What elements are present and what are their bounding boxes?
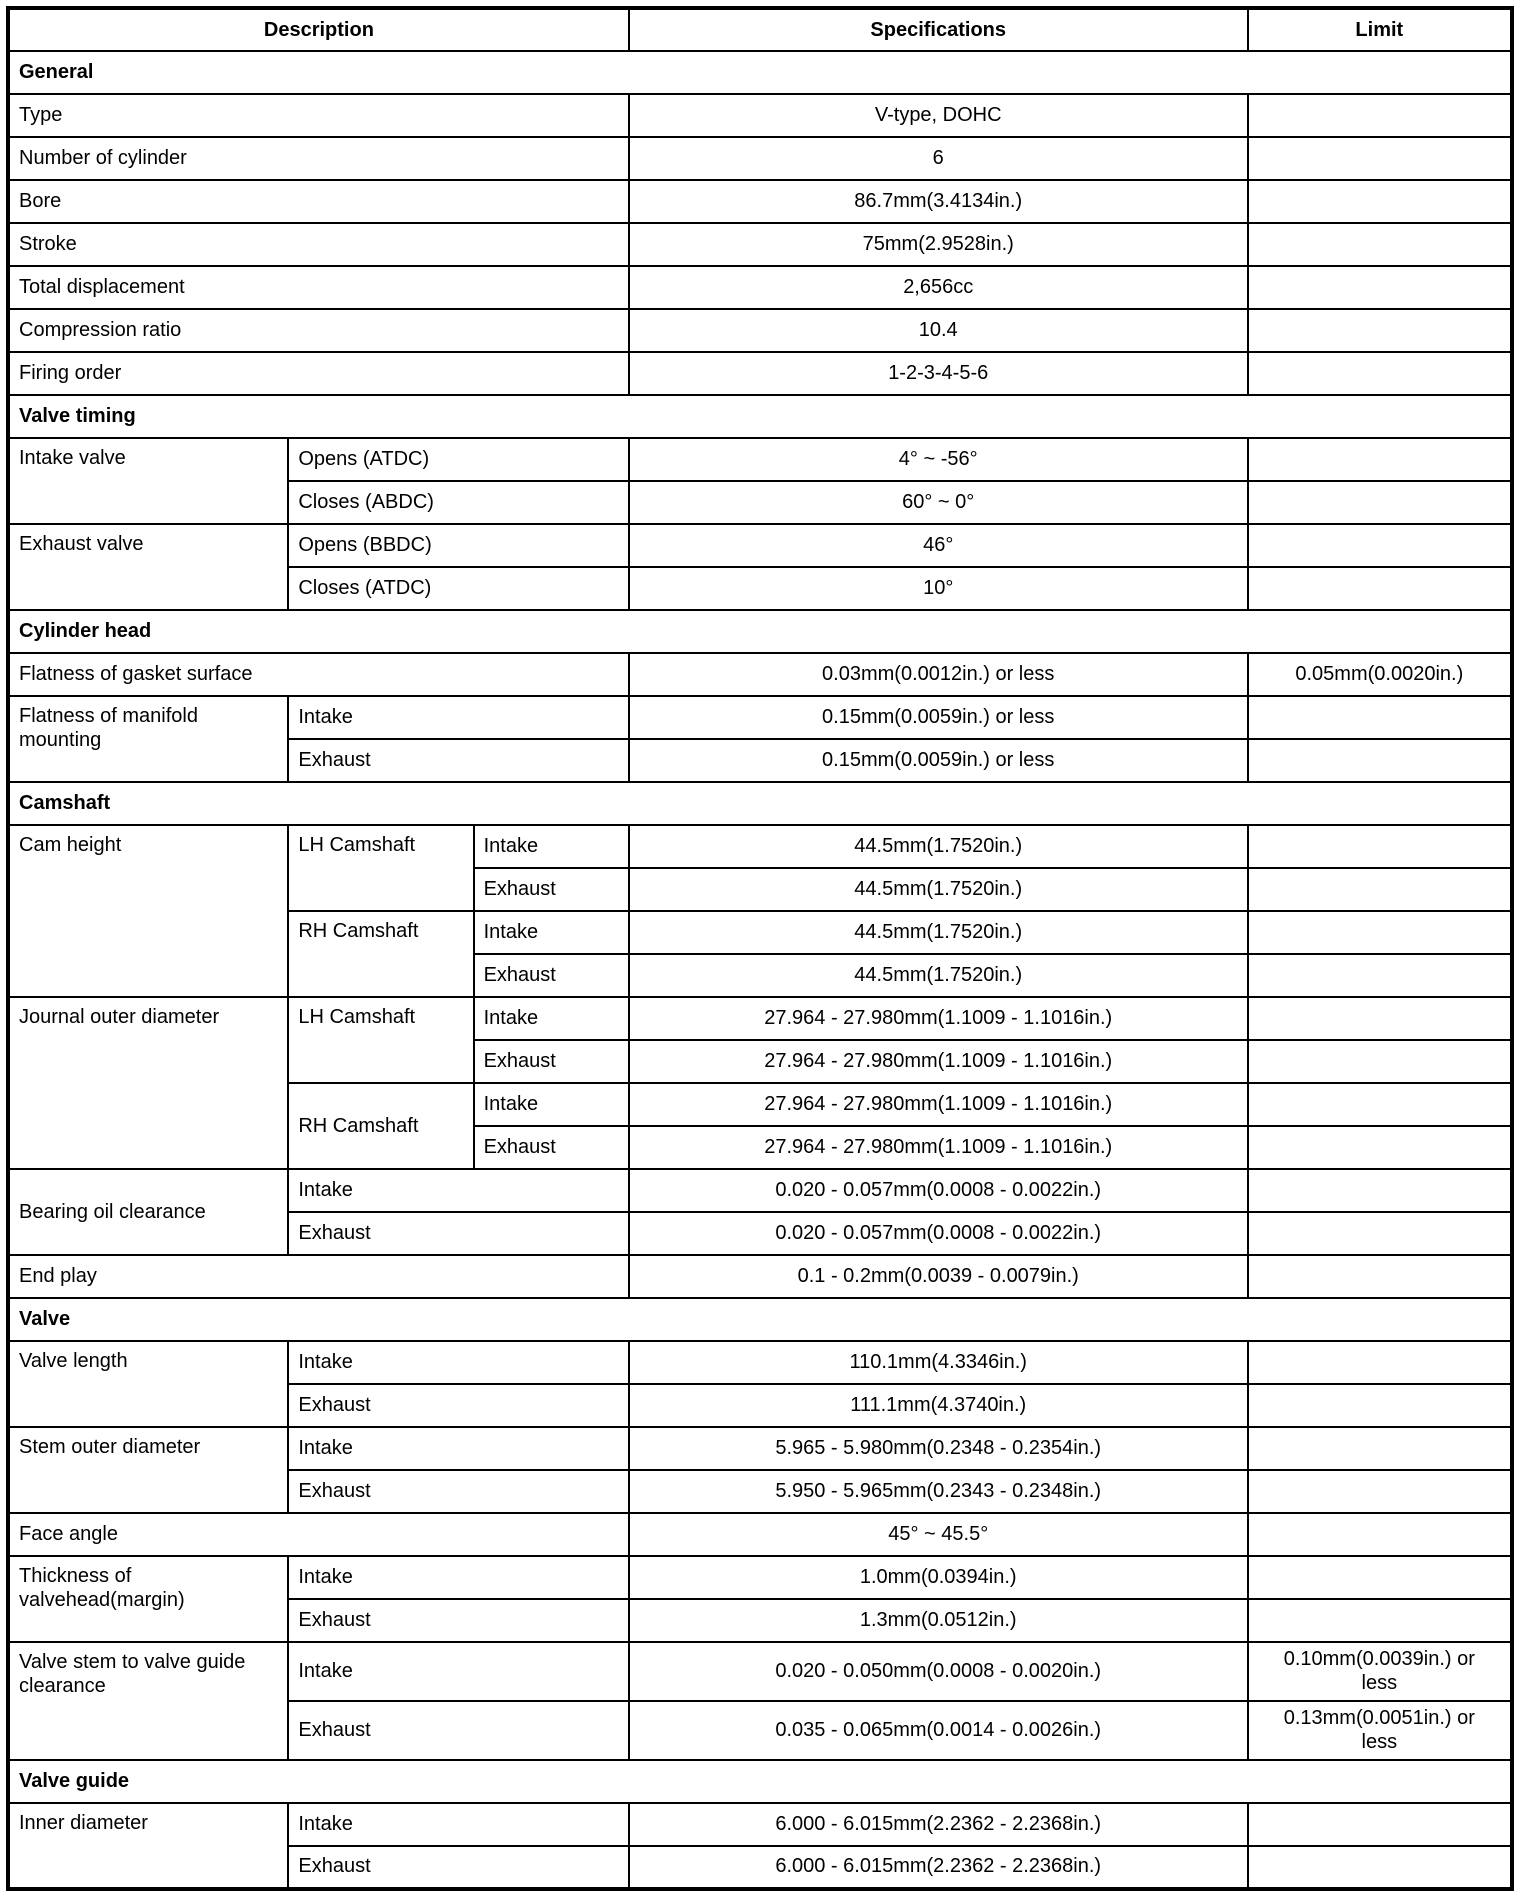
- limit-cell: [1248, 1642, 1512, 1701]
- desc-sub-cell: Intake: [288, 1556, 628, 1599]
- spec-cell: 1.0mm(0.0394in.): [629, 1556, 1248, 1599]
- limit-cell: [1248, 352, 1512, 395]
- spec-cell: 86.7mm(3.4134in.): [629, 180, 1248, 223]
- section-title: Camshaft: [8, 782, 1512, 825]
- limit-cell: 0.05mm(0.0020in.): [1248, 653, 1512, 696]
- section-title-row: [8, 1760, 1512, 1803]
- desc-cell: Stem outer diameter: [8, 1427, 288, 1513]
- limit-cell: [1248, 481, 1512, 524]
- limit-cell: [1248, 1169, 1512, 1212]
- desc-cell: Compression ratio: [8, 309, 629, 352]
- desc-sub-cell: Exhaust: [288, 1599, 628, 1642]
- spec-cell: 0.15mm(0.0059in.) or less: [629, 739, 1248, 782]
- section-title-row: [8, 51, 1512, 94]
- limit-cell: [1248, 1255, 1512, 1298]
- table-row: [8, 137, 1512, 180]
- spec-cell: 44.5mm(1.7520in.): [629, 954, 1248, 997]
- section-title: Valve timing: [8, 395, 1512, 438]
- spec-cell: 110.1mm(4.3346in.): [629, 1341, 1248, 1384]
- desc-sub-cell: Opens (ATDC): [288, 438, 628, 481]
- table-row: [8, 1169, 1512, 1212]
- limit-cell: [1248, 1212, 1512, 1255]
- section-camshaft: [8, 782, 1512, 1298]
- col-header-specifications: Specifications: [629, 8, 1248, 51]
- desc-sub-cell: Exhaust: [288, 1846, 628, 1889]
- spec-cell: 75mm(2.9528in.): [629, 223, 1248, 266]
- table-row: [8, 1803, 1512, 1846]
- spec-cell: 2,656cc: [629, 266, 1248, 309]
- engine-specifications-table: [6, 6, 1514, 1891]
- limit-cell: [1248, 739, 1512, 782]
- desc-sub-cell: Exhaust: [288, 739, 628, 782]
- desc-cell: Firing order: [8, 352, 629, 395]
- limit-cell: [1248, 1384, 1512, 1427]
- section-title: General: [8, 51, 1512, 94]
- section-title-row: [8, 782, 1512, 825]
- table-row: [8, 1513, 1512, 1556]
- table-row: [8, 825, 1512, 868]
- desc-cell: Type: [8, 94, 629, 137]
- table-header-row: [8, 8, 1512, 51]
- spec-cell: 1-2-3-4-5-6: [629, 352, 1248, 395]
- table-row: [8, 696, 1512, 739]
- col-header-description: Description: [8, 8, 629, 51]
- limit-cell: [1248, 696, 1512, 739]
- desc-sub2-cell: Exhaust: [474, 1126, 629, 1169]
- section-title-row: [8, 395, 1512, 438]
- desc-sub2-cell: Exhaust: [474, 1040, 629, 1083]
- desc-cell: Inner diameter: [8, 1803, 288, 1889]
- limit-cell: [1248, 1803, 1512, 1846]
- desc-sub-cell: Exhaust: [288, 1470, 628, 1513]
- table-row: [8, 653, 1512, 696]
- desc-sub-cell: Intake: [288, 1427, 628, 1470]
- desc-cell: Number of cylinder: [8, 137, 629, 180]
- limit-cell: [1248, 180, 1512, 223]
- desc-sub2-cell: Intake: [474, 911, 629, 954]
- section-valve: [8, 1298, 1512, 1760]
- limit-value: 0.13mm(0.0051in.) or less: [1283, 1706, 1475, 1754]
- desc-sub-cell: Closes (ATDC): [288, 567, 628, 610]
- desc-sub-cell: Exhaust: [288, 1384, 628, 1427]
- desc-sub-cell: LH Camshaft: [288, 997, 473, 1083]
- table-row: [8, 223, 1512, 266]
- table-row: [8, 1341, 1512, 1384]
- limit-cell: [1248, 1341, 1512, 1384]
- desc-cell: Thickness of valvehead(margin): [8, 1556, 288, 1642]
- desc-cell: Valve stem to valve guide clearance: [8, 1642, 288, 1760]
- section-title: Cylinder head: [8, 610, 1512, 653]
- section-valve-guide: [8, 1760, 1512, 1889]
- spec-cell: 27.964 - 27.980mm(1.1009 - 1.1016in.): [629, 1126, 1248, 1169]
- spec-cell: 44.5mm(1.7520in.): [629, 868, 1248, 911]
- desc-cell: Total displacement: [8, 266, 629, 309]
- desc-cell: Cam height: [8, 825, 288, 997]
- desc-cell: End play: [8, 1255, 629, 1298]
- spec-cell: 5.965 - 5.980mm(0.2348 - 0.2354in.): [629, 1427, 1248, 1470]
- table-row: [8, 1427, 1512, 1470]
- section-valve-timing: [8, 395, 1512, 610]
- desc-sub-cell: Exhaust: [288, 1701, 628, 1760]
- limit-cell: [1248, 1040, 1512, 1083]
- spec-cell: 0.1 - 0.2mm(0.0039 - 0.0079in.): [629, 1255, 1248, 1298]
- section-title: Valve: [8, 1298, 1512, 1341]
- desc-cell: Bore: [8, 180, 629, 223]
- limit-cell: [1248, 309, 1512, 352]
- table-row: [8, 266, 1512, 309]
- limit-cell: [1248, 94, 1512, 137]
- desc-sub-cell: Intake: [288, 1642, 628, 1701]
- limit-cell: [1248, 1701, 1512, 1760]
- section-general: [8, 51, 1512, 395]
- desc-cell: Journal outer diameter: [8, 997, 288, 1169]
- spec-cell: 0.03mm(0.0012in.) or less: [629, 653, 1248, 696]
- table-row: [8, 1642, 1512, 1701]
- section-cylinder-head: [8, 610, 1512, 782]
- limit-cell: [1248, 524, 1512, 567]
- desc-cell: Face angle: [8, 1513, 629, 1556]
- limit-cell: [1248, 868, 1512, 911]
- spec-cell: 111.1mm(4.3740in.): [629, 1384, 1248, 1427]
- limit-cell: [1248, 1126, 1512, 1169]
- spec-cell: 6: [629, 137, 1248, 180]
- limit-cell: [1248, 1513, 1512, 1556]
- desc-sub-cell: RH Camshaft: [288, 911, 473, 997]
- spec-cell: 0.15mm(0.0059in.) or less: [629, 696, 1248, 739]
- desc-sub-cell: Intake: [288, 1169, 628, 1212]
- limit-cell: [1248, 1846, 1512, 1889]
- spec-cell: 60° ~ 0°: [629, 481, 1248, 524]
- table-row: [8, 309, 1512, 352]
- limit-cell: [1248, 567, 1512, 610]
- desc-sub2-cell: Intake: [474, 1083, 629, 1126]
- desc-sub-cell: Intake: [288, 696, 628, 739]
- spec-cell: 4° ~ -56°: [629, 438, 1248, 481]
- desc-cell: Bearing oil clearance: [8, 1169, 288, 1255]
- desc-sub-cell: Closes (ABDC): [288, 481, 628, 524]
- table-row: [8, 1255, 1512, 1298]
- limit-cell: [1248, 825, 1512, 868]
- spec-cell: 6.000 - 6.015mm(2.2362 - 2.2368in.): [629, 1803, 1248, 1846]
- limit-cell: [1248, 266, 1512, 309]
- table-row: [8, 94, 1512, 137]
- spec-cell: 27.964 - 27.980mm(1.1009 - 1.1016in.): [629, 1040, 1248, 1083]
- limit-cell: [1248, 1556, 1512, 1599]
- desc-cell: Exhaust valve: [8, 524, 288, 610]
- spec-cell: 10°: [629, 567, 1248, 610]
- table-row: [8, 1556, 1512, 1599]
- section-title-row: [8, 610, 1512, 653]
- spec-cell: 6.000 - 6.015mm(2.2362 - 2.2368in.): [629, 1846, 1248, 1889]
- table-row: [8, 352, 1512, 395]
- desc-cell: Flatness of gasket surface: [8, 653, 629, 696]
- table-row: [8, 524, 1512, 567]
- desc-cell: Intake valve: [8, 438, 288, 524]
- spec-cell: V-type, DOHC: [629, 94, 1248, 137]
- desc-sub2-cell: Exhaust: [474, 954, 629, 997]
- spec-cell: 0.020 - 0.057mm(0.0008 - 0.0022in.): [629, 1212, 1248, 1255]
- desc-sub2-cell: Intake: [474, 825, 629, 868]
- desc-sub-cell: LH Camshaft: [288, 825, 473, 911]
- spec-cell: 0.020 - 0.057mm(0.0008 - 0.0022in.): [629, 1169, 1248, 1212]
- limit-cell: [1248, 997, 1512, 1040]
- limit-cell: [1248, 911, 1512, 954]
- desc-cell: Valve length: [8, 1341, 288, 1427]
- limit-cell: [1248, 954, 1512, 997]
- desc-sub-cell: Exhaust: [288, 1212, 628, 1255]
- table-row: [8, 180, 1512, 223]
- section-title-row: [8, 1298, 1512, 1341]
- limit-cell: [1248, 223, 1512, 266]
- spec-cell: 27.964 - 27.980mm(1.1009 - 1.1016in.): [629, 997, 1248, 1040]
- desc-sub-cell: Opens (BBDC): [288, 524, 628, 567]
- spec-cell: 44.5mm(1.7520in.): [629, 911, 1248, 954]
- desc-sub-cell: Intake: [288, 1803, 628, 1846]
- desc-sub2-cell: Exhaust: [474, 868, 629, 911]
- limit-cell: [1248, 1083, 1512, 1126]
- spec-cell: 45° ~ 45.5°: [629, 1513, 1248, 1556]
- desc-sub2-cell: Intake: [474, 997, 629, 1040]
- spec-cell: 5.950 - 5.965mm(0.2343 - 0.2348in.): [629, 1470, 1248, 1513]
- section-title: Valve guide: [8, 1760, 1512, 1803]
- spec-cell: 44.5mm(1.7520in.): [629, 825, 1248, 868]
- table-row: [8, 997, 1512, 1040]
- limit-cell: [1248, 137, 1512, 180]
- desc-sub-cell: RH Camshaft: [288, 1083, 473, 1169]
- limit-cell: [1248, 1599, 1512, 1642]
- table-row: [8, 438, 1512, 481]
- spec-cell: 0.035 - 0.065mm(0.0014 - 0.0026in.): [629, 1701, 1248, 1760]
- spec-cell: 27.964 - 27.980mm(1.1009 - 1.1016in.): [629, 1083, 1248, 1126]
- spec-cell: 46°: [629, 524, 1248, 567]
- desc-cell: Flatness of manifold mounting: [8, 696, 288, 782]
- limit-cell: [1248, 1427, 1512, 1470]
- spec-cell: 10.4: [629, 309, 1248, 352]
- limit-cell: [1248, 1470, 1512, 1513]
- spec-cell: 1.3mm(0.0512in.): [629, 1599, 1248, 1642]
- col-header-limit: Limit: [1248, 8, 1512, 51]
- limit-cell: [1248, 438, 1512, 481]
- desc-sub-cell: Intake: [288, 1341, 628, 1384]
- limit-value: 0.10mm(0.0039in.) or less: [1283, 1648, 1475, 1695]
- spec-cell: 0.020 - 0.050mm(0.0008 - 0.0020in.): [629, 1642, 1248, 1701]
- desc-cell: Stroke: [8, 223, 629, 266]
